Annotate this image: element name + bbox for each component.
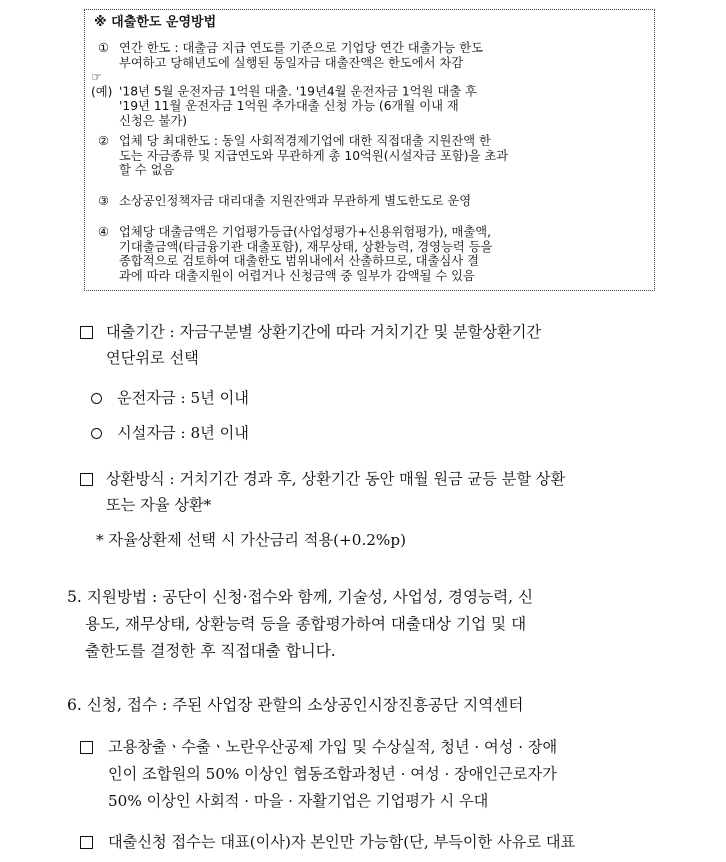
example-line: 신청은 불가) <box>119 113 188 128</box>
circle-bullet <box>91 393 102 404</box>
notice-item-3 <box>98 194 647 209</box>
item-text-line: 연간 한도 : 대출금 지급 연도를 기준으로 기업당 연간 대출가능 한도 <box>119 41 483 55</box>
checkbox-bullet <box>80 836 93 849</box>
example-block <box>91 70 647 128</box>
facility-capital-term: 시설자금 : 8년 이내 <box>117 424 249 442</box>
section5-line3: 출한도를 결정한 후 직접대출 합니다. <box>85 642 336 660</box>
item-text-line: 과에 따라 대출지원이 어렵거나 신청금액 중 일부가 감액될 수 있음 <box>119 268 475 283</box>
example-line: '19년 11월 운전자금 1억원 추가대출 신청 가능 (6개월 이내 재 <box>119 99 459 114</box>
item-text-line: 부여하고 당해년도에 실행된 동일자금 대출잔액은 한도에서 차감 <box>119 55 464 70</box>
checkbox-bullet <box>80 741 93 754</box>
circle-bullet <box>91 428 102 439</box>
section6-bullet1-line2: 인이 조합원의 50% 이상인 협동조합과청년 · 여성 · 장애인근로자가 <box>108 765 557 783</box>
example-line: '18년 5월 운전자금 1억원 대출. '19년4월 운전자금 1억원 대출 후 <box>119 84 477 99</box>
item-text-line: 업체 당 최대한도 : 동일 사회적경제기업에 대한 직접대출 지원잔액 한 <box>119 134 491 148</box>
repayment-line1: 상환방식 : 거치기간 경과 후, 상환기간 동안 매월 원금 균등 분할 상환 <box>106 470 566 488</box>
working-capital-term: 운전자금 : 5년 이내 <box>117 389 249 407</box>
item-text-line: 할 수 없음 <box>119 163 175 178</box>
section6-bullet2-line1: 대출신청 접수는 대표(이사)자 본인만 가능함(단, 부득이한 사유로 대표 <box>108 833 576 851</box>
item-number: ④ <box>98 225 110 239</box>
notice-title: ※ 대출한도 운영방법 <box>94 15 217 30</box>
checkbox-bullet <box>80 473 93 486</box>
loan-period-line2: 연단위로 선택 <box>106 349 199 367</box>
item-text-line: 소상공인정책자금 대리대출 지원잔액과 무관하게 별도한도로 운영 <box>119 194 472 208</box>
item-text-line: 기대출금액(타금융기관 대출포함), 재무상태, 상환능력, 경영능력 등을 <box>119 239 493 254</box>
section5-line1: 5. 지원방법 : 공단이 신청·접수와 함께, 기술성, 사업성, 경영능력, 신 <box>67 588 534 606</box>
item-text-line: 도는 자금종류 및 지급연도와 무관하게 총 10억원(시설자금 포함)을 초과 <box>119 148 509 163</box>
item-number: ① <box>98 41 110 55</box>
section6-bullet1-line1: 고용창출ㆍ수출ㆍ노란우산공제 가입 및 수상실적, 청년 · 여성 · 장애 <box>108 738 558 756</box>
section6-bullet1-line3: 50% 이상인 사회적 · 마을 · 자활기업은 기업평가 시 우대 <box>108 792 489 810</box>
loan-period-line1: 대출기간 : 자금구분별 상환기간에 따라 거치기간 및 분할상환기간 <box>106 323 542 341</box>
repayment-line2: 또는 자율 상환* <box>106 496 212 514</box>
notice-item-1 <box>91 41 647 129</box>
item-number: ② <box>98 134 110 148</box>
item-text-line: 업체당 대출금액은 기업평가등급(사업성평가+신용위험평가), 매출액, <box>119 225 492 239</box>
section5-line2: 용도, 재무상태, 상환능력 등을 종합평가하여 대출대상 기업 및 대 <box>85 615 527 633</box>
item-text-line: 종합적으로 검토하여 대출한도 범위내에서 산출하므로, 대출심사 결 <box>119 254 479 269</box>
example-label: ☞(예) <box>91 70 113 99</box>
notice-item-4 <box>98 225 647 283</box>
section6-title: 6. 신청, 접수 : 주된 사업장 관할의 소상공인시장진흥공단 지역센터 <box>67 696 524 714</box>
loan-limit-notice-box <box>84 9 655 291</box>
repayment-note: * 자율상환제 선택 시 가산금리 적용(+0.2%p) <box>96 531 407 549</box>
checkbox-bullet <box>80 326 93 339</box>
notice-item-2 <box>98 134 647 178</box>
item-number: ③ <box>98 194 110 208</box>
